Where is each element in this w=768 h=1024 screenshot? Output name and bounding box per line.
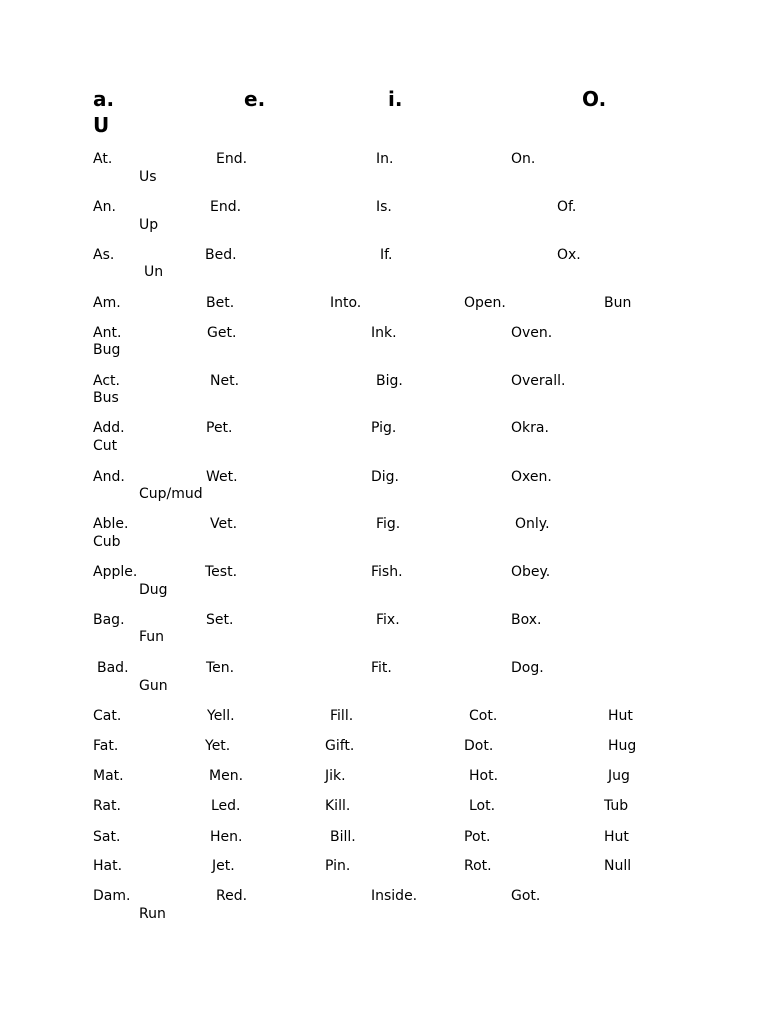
word-a: Dam. — [93, 888, 131, 904]
word-a: Rat. — [93, 798, 121, 814]
word-u: Tub — [604, 798, 629, 814]
word-i: Dig. — [371, 469, 400, 485]
word-u: Un — [144, 264, 164, 280]
word-i: Into. — [330, 295, 362, 311]
word-u: Fun — [139, 629, 165, 645]
heading-o: O. — [582, 87, 607, 111]
word-o: Cot. — [469, 708, 498, 724]
word-o: Box. — [511, 612, 542, 628]
word-o: Dot. — [464, 738, 494, 754]
word-e: Red. — [216, 888, 248, 904]
word-o: Got. — [511, 888, 541, 904]
word-i: Jik. — [325, 768, 346, 784]
word-i: Pig. — [371, 420, 397, 436]
word-u: Dug — [139, 582, 168, 598]
word-a: Act. — [93, 373, 120, 389]
word-a: Bad. — [97, 660, 129, 676]
word-a: Hat. — [93, 858, 123, 874]
word-a: Cat. — [93, 708, 122, 724]
word-u: Up — [139, 217, 159, 233]
word-i: Fix. — [376, 612, 400, 628]
word-u: Us — [139, 169, 157, 185]
word-i: In. — [376, 151, 394, 167]
word-i: Gift. — [325, 738, 355, 754]
word-u: Bug — [93, 342, 121, 358]
word-e: Vet. — [210, 516, 238, 532]
word-e: Led. — [211, 798, 241, 814]
word-e: Test. — [205, 564, 238, 580]
word-a: An. — [93, 199, 116, 215]
word-e: End. — [216, 151, 248, 167]
word-u: Jug — [608, 768, 630, 784]
word-a: Bag. — [93, 612, 125, 628]
word-a: Am. — [93, 295, 121, 311]
word-i: Bill. — [330, 829, 356, 845]
word-a: Ant. — [93, 325, 122, 341]
word-e: Hen. — [210, 829, 243, 845]
word-u: Bus — [93, 390, 119, 406]
word-e: Pet. — [206, 420, 233, 436]
word-o: Okra. — [511, 420, 549, 436]
word-o: Open. — [464, 295, 506, 311]
word-o: Only. — [515, 516, 550, 532]
word-i: Fig. — [376, 516, 401, 532]
heading-a: a. — [93, 87, 115, 111]
word-o: Of. — [557, 199, 577, 215]
word-o: Obey. — [511, 564, 551, 580]
word-i: Fit. — [371, 660, 392, 676]
word-e: Yet. — [205, 738, 231, 754]
word-u: Cut — [93, 438, 118, 454]
word-o: Pot. — [464, 829, 491, 845]
word-o: Lot. — [469, 798, 496, 814]
word-a: Fat. — [93, 738, 119, 754]
heading-u: U — [93, 113, 110, 137]
word-e: Men. — [209, 768, 244, 784]
word-u: Hut — [604, 829, 629, 845]
word-i: Inside. — [371, 888, 418, 904]
word-u: Bun — [604, 295, 632, 311]
word-i: Big. — [376, 373, 403, 389]
word-e: Bed. — [205, 247, 237, 263]
word-u: Gun — [139, 678, 168, 694]
word-a: Mat. — [93, 768, 124, 784]
word-i: If. — [380, 247, 393, 263]
word-e: Wet. — [206, 469, 238, 485]
word-u: Cup/mud — [139, 486, 203, 502]
word-i: Ink. — [371, 325, 397, 341]
word-u: Hug — [608, 738, 637, 754]
word-o: Ox. — [557, 247, 581, 263]
word-a: At. — [93, 151, 113, 167]
word-e: Bet. — [206, 295, 235, 311]
word-e: Net. — [210, 373, 240, 389]
word-u: Null — [604, 858, 632, 874]
word-i: Is. — [376, 199, 392, 215]
word-u: Hut — [608, 708, 633, 724]
word-e: End. — [210, 199, 242, 215]
word-o: On. — [511, 151, 536, 167]
word-a: And. — [93, 469, 125, 485]
heading-i: i. — [388, 87, 403, 111]
word-e: Set. — [206, 612, 234, 628]
word-u: Run — [139, 906, 166, 922]
word-e: Get. — [207, 325, 237, 341]
word-o: Overall. — [511, 373, 566, 389]
word-a: Add. — [93, 420, 125, 436]
word-a: Apple. — [93, 564, 138, 580]
word-i: Kill. — [325, 798, 351, 814]
word-o: Dog. — [511, 660, 544, 676]
word-a: Sat. — [93, 829, 121, 845]
word-e: Ten. — [206, 660, 235, 676]
word-o: Rot. — [464, 858, 492, 874]
heading-e: e. — [244, 87, 266, 111]
word-u: Cub — [93, 534, 121, 550]
word-o: Oxen. — [511, 469, 552, 485]
word-o: Hot. — [469, 768, 499, 784]
word-e: Jet. — [212, 858, 235, 874]
word-a: As. — [93, 247, 115, 263]
word-i: Fill. — [330, 708, 354, 724]
word-e: Yell. — [207, 708, 235, 724]
word-o: Oven. — [511, 325, 553, 341]
word-i: Fish. — [371, 564, 403, 580]
word-i: Pin. — [325, 858, 351, 874]
word-a: Able. — [93, 516, 129, 532]
